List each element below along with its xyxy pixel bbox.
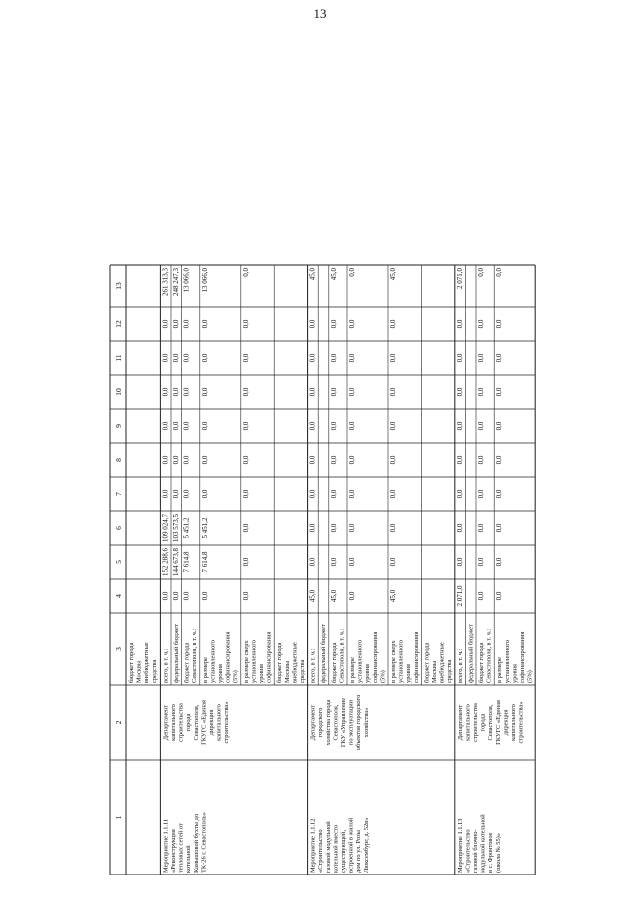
measure-name-line: в с. Фронтовое (487, 832, 495, 873)
value-cell-c6: 0,0 (241, 523, 250, 533)
funding-source-line: Севастополя, в т. ч.: (338, 628, 346, 683)
funding-source-line: в размере (496, 657, 504, 683)
value-cell-c12: 0,0 (455, 319, 464, 329)
funding-source-line: уровня (405, 664, 413, 683)
value-cell-c10: 0,0 (495, 387, 504, 397)
value-cell-c9: 0,0 (172, 421, 180, 431)
funding-source-line: (5%) (232, 670, 240, 683)
funding-source-line: софинансирования (412, 631, 420, 683)
funding-source-line: софинансирования (265, 631, 273, 683)
executor-line: строительства» (517, 701, 525, 744)
funding-source-line: федеральный бюджет (173, 624, 180, 683)
executor-line: строительства» (223, 701, 231, 744)
value-cell-c6: 5 451,2 (182, 517, 191, 539)
column-header-10: 10 (114, 388, 123, 396)
funding-source-line: (5%) (379, 670, 387, 683)
fragment-label-line: бюджет города (128, 642, 135, 683)
value-cell-c13: 248 247,3 (172, 268, 180, 296)
value-cell-c7: 0,0 (389, 489, 397, 499)
funding-source-line: в размере (201, 657, 209, 683)
value-cell-c5: 0,0 (348, 557, 356, 567)
value-cell-c13: 13 066,0 (200, 268, 209, 293)
value-cell-c10: 0,0 (477, 387, 485, 397)
column-header-3: 3 (114, 647, 123, 651)
budget-table (108, 60, 610, 875)
value-cell-c5: 0,0 (329, 557, 338, 567)
funding-source-line: всего, в т. ч.: (162, 648, 170, 683)
value-cell-c5: 0,0 (389, 557, 397, 567)
executor-line: ГКУ «Управление (340, 697, 347, 748)
measure-name-line: котельной (185, 845, 193, 873)
measure-name-line: Мероприятие 1.1.11 (162, 818, 170, 873)
measure-name-line: дом по ул. Розы (355, 830, 363, 873)
value-cell-c6: 109 024,7 (161, 514, 170, 542)
funding-source-line: Севастополя, в т. ч.: (485, 628, 493, 683)
value-cell-c5: 0,0 (241, 557, 250, 567)
executor-line: дирекция (208, 709, 215, 736)
value-cell-c13: 0,0 (348, 268, 356, 277)
funding-source-line: уровня (258, 664, 265, 683)
executor-line: Севастополя, (192, 704, 200, 741)
value-cell-c10: 0,0 (455, 387, 464, 397)
value-cell-c13: 0,0 (241, 268, 250, 277)
value-cell-c5: 152 288,6 (161, 548, 170, 576)
funding-source-line: установленного (503, 639, 511, 683)
value-cell-c5: 7 614,8 (200, 551, 209, 573)
column-header-13: 13 (114, 282, 123, 290)
value-cell-c11: 0,0 (477, 353, 485, 363)
value-cell-c8: 0,0 (308, 455, 317, 465)
value-cell-c8: 0,0 (348, 455, 356, 465)
value-cell-c9: 0,0 (182, 421, 191, 431)
value-cell-c7: 0,0 (172, 489, 180, 499)
value-cell-c10: 0,0 (348, 387, 356, 397)
funding-source-line: бюджет города (183, 642, 191, 683)
value-cell-c10: 0,0 (172, 387, 180, 397)
value-cell-c11: 0,0 (172, 353, 180, 363)
column-header-11: 11 (114, 354, 123, 362)
value-cell-c4: 0,0 (495, 591, 504, 601)
value-cell-c9: 0,0 (495, 421, 504, 431)
executor-line: дирекция (502, 709, 510, 736)
column-header-5: 5 (114, 560, 123, 564)
measure-name-line: Камышовой бухты до (192, 813, 200, 873)
executor-line: капитального (215, 704, 223, 741)
funding-source-line: уровня (217, 664, 224, 683)
value-cell-c9: 0,0 (348, 421, 356, 431)
value-cell-c7: 0,0 (241, 489, 250, 499)
funding-source-line: бюджет города (330, 642, 338, 683)
value-cell-c8: 0,0 (182, 455, 191, 465)
value-cell-c4: 0,0 (182, 591, 191, 601)
executor-line: городского (317, 707, 325, 738)
value-cell-c11: 0,0 (241, 353, 250, 363)
measure-name-line: модульной котельной (479, 814, 487, 873)
executor-line: Департамент (162, 704, 170, 741)
fragment-label-line: внебюджетные (143, 642, 151, 683)
measure-name-line: ТК-26 г. Севастополь» (200, 812, 208, 873)
value-cell-c5: 0,0 (455, 557, 464, 567)
value-cell-c9: 0,0 (308, 421, 317, 431)
executor-line: города (185, 713, 193, 732)
executor-line: ГКУГС «Единая (200, 700, 208, 745)
value-cell-c4: 2 071,0 (455, 585, 464, 607)
value-cell-c12: 0,0 (389, 319, 397, 329)
value-cell-c10: 0,0 (308, 387, 317, 397)
value-cell-c9: 0,0 (477, 421, 485, 431)
funding-source-line: бюджет города (478, 642, 485, 683)
value-cell-c9: 0,0 (161, 421, 170, 431)
funding-source-line: установленного (397, 639, 405, 683)
value-cell-c5: 144 673,8 (172, 548, 180, 576)
value-cell-c9: 0,0 (200, 421, 209, 431)
column-header-4: 4 (114, 594, 123, 598)
column-header-7: 7 (114, 492, 123, 496)
value-cell-c13: 13 066,0 (182, 268, 191, 293)
value-cell-c4: 0,0 (477, 591, 485, 601)
value-cell-c9: 0,0 (329, 421, 338, 431)
value-cell-c4: 0,0 (161, 591, 170, 601)
funding-source-line: всего, в т. ч.: (456, 648, 464, 683)
executor-line: по эксплуатации (347, 699, 355, 746)
value-cell-c5: 7 614,8 (182, 551, 191, 573)
funding-source-line: Севастополя, в т. ч.: (191, 628, 199, 683)
value-cell-c11: 0,0 (329, 353, 338, 363)
funding-source-line: средства (299, 659, 306, 683)
executor-line: ГКУГС «Единая (494, 700, 502, 745)
value-cell-c5: 0,0 (477, 557, 485, 567)
value-cell-c11: 0,0 (161, 353, 170, 363)
value-cell-c8: 0,0 (477, 455, 485, 465)
value-cell-c11: 0,0 (348, 353, 356, 363)
value-cell-c7: 0,0 (495, 489, 504, 499)
value-cell-c13: 0,0 (477, 268, 485, 277)
value-cell-c12: 0,0 (161, 319, 170, 329)
value-cell-c6: 0,0 (455, 523, 464, 533)
value-cell-c9: 0,0 (241, 421, 250, 431)
executor-line: Департамент (456, 704, 464, 741)
table-rotated-frame (108, 60, 610, 875)
executor-line: хозяйства города (324, 699, 332, 746)
funding-source-line: уровня (511, 664, 519, 683)
funding-source-line: софинансирования (371, 631, 379, 683)
value-cell-c8: 0,0 (389, 455, 397, 465)
value-cell-c12: 0,0 (348, 319, 356, 329)
value-cell-c10: 0,0 (161, 387, 170, 397)
value-cell-c11: 0,0 (182, 353, 191, 363)
value-cell-c11: 0,0 (308, 353, 317, 363)
value-cell-c7: 0,0 (308, 489, 317, 499)
value-cell-c7: 0,0 (161, 489, 170, 499)
fragment-label-line: Москвы (135, 660, 143, 683)
value-cell-c11: 0,0 (495, 353, 504, 363)
funding-source-line: Москвы (283, 660, 291, 683)
value-cell-c11: 0,0 (455, 353, 464, 363)
value-cell-c8: 0,0 (200, 455, 209, 465)
measure-name-line: газовой блочно- (472, 829, 479, 873)
value-cell-c4: 45,0 (389, 589, 397, 603)
value-cell-c7: 0,0 (477, 489, 485, 499)
value-cell-c8: 0,0 (172, 455, 180, 465)
value-cell-c10: 0,0 (329, 387, 338, 397)
funding-source-line: в размере сверх (390, 640, 397, 683)
measure-name-line: существующей, (340, 829, 347, 873)
funding-source-line: внебюджетные (438, 642, 446, 683)
funding-source-line: в размере сверх (242, 640, 250, 683)
measure-name-line: котельной вместо (332, 825, 340, 873)
funding-source-line: уровня (364, 664, 372, 683)
value-cell-c13: 45,0 (389, 268, 397, 281)
executor-line: Департамент (309, 704, 317, 741)
value-cell-c6: 0,0 (389, 523, 397, 533)
value-cell-c11: 0,0 (200, 353, 209, 363)
value-cell-c12: 0,0 (172, 319, 180, 329)
measure-name-line: встроенной в жилой (347, 817, 355, 873)
funding-source-line: софинансирования (224, 631, 232, 683)
executor-line: хозяйства» (362, 707, 370, 738)
measure-name-line: газовой модульной (324, 821, 332, 873)
value-cell-c6: 0,0 (308, 523, 317, 533)
executor-line: города (479, 713, 487, 732)
measure-name-line: тепловых сетей от (177, 823, 185, 873)
measure-name-line: «Строительство (464, 829, 472, 873)
measure-name-line: «Строительство (317, 829, 325, 873)
value-cell-c4: 0,0 (200, 591, 209, 601)
executor-line: строительства (472, 703, 479, 742)
value-cell-c6: 103 573,5 (172, 514, 180, 542)
value-cell-c6: 0,0 (495, 523, 504, 533)
column-header-12: 12 (114, 320, 123, 328)
value-cell-c7: 0,0 (182, 489, 191, 499)
value-cell-c12: 0,0 (477, 319, 485, 329)
value-cell-c8: 0,0 (495, 455, 504, 465)
value-cell-c10: 0,0 (389, 387, 397, 397)
value-cell-c12: 0,0 (182, 319, 191, 329)
value-cell-c11: 0,0 (389, 353, 397, 363)
value-cell-c12: 0,0 (329, 319, 338, 329)
funding-source-line: всего, в т. ч.: (309, 648, 317, 683)
value-cell-c7: 0,0 (329, 489, 338, 499)
executor-line: капитального (170, 704, 177, 741)
value-cell-c13: 2 071,0 (455, 268, 464, 289)
value-cell-c10: 0,0 (182, 387, 191, 397)
value-cell-c8: 0,0 (161, 455, 170, 465)
value-cell-c6: 0,0 (477, 523, 485, 533)
measure-name-line: (школа № 55)» (494, 833, 502, 873)
value-cell-c7: 0,0 (200, 489, 209, 499)
value-cell-c6: 0,0 (329, 523, 338, 533)
funding-source-line: федеральный бюджет (320, 624, 328, 683)
column-header-8: 8 (114, 458, 123, 462)
value-cell-c12: 0,0 (241, 319, 250, 329)
value-cell-c13: 0,0 (495, 268, 504, 277)
funding-source-line: федеральный бюджет (467, 624, 475, 683)
rotated-table-scan (108, 60, 610, 875)
value-cell-c12: 0,0 (200, 319, 209, 329)
funding-source-line: (5%) (526, 670, 534, 683)
value-cell-c12: 0,0 (308, 319, 317, 329)
value-cell-c9: 0,0 (455, 421, 464, 431)
executor-line: Севастополя, (332, 704, 340, 741)
value-cell-c7: 0,0 (455, 489, 464, 499)
executor-line: Севастополя, (487, 704, 495, 741)
value-cell-c8: 0,0 (329, 455, 338, 465)
funding-source-line: софинансирования (519, 631, 526, 683)
funding-source-line: внебюджетные (291, 642, 299, 683)
value-cell-c10: 0,0 (200, 387, 209, 397)
measure-name-line: Мероприятие 1.1.12 (309, 818, 317, 873)
value-cell-c10: 0,0 (241, 387, 250, 397)
value-cell-c7: 0,0 (348, 489, 356, 499)
measure-name-line: Люксембург, д. 52в» (362, 817, 370, 873)
executor-line: строительства (177, 703, 185, 742)
executor-line: капитального (464, 704, 472, 741)
value-cell-c8: 0,0 (241, 455, 250, 465)
value-cell-c13: 261 313,3 (161, 268, 170, 296)
column-header-9: 9 (114, 424, 123, 428)
value-cell-c6: 0,0 (348, 523, 356, 533)
executor-line: объектов городского (355, 694, 363, 751)
value-cell-c5: 0,0 (308, 557, 317, 567)
value-cell-c12: 0,0 (495, 319, 504, 329)
funding-source-line: в размере (349, 657, 356, 683)
column-header-1: 1 (114, 815, 123, 820)
column-header-2: 2 (114, 720, 123, 725)
funding-source-line: Москвы (431, 660, 438, 683)
funding-source-line: установленного (209, 639, 217, 683)
value-cell-c4: 45,0 (308, 589, 317, 603)
value-cell-c4: 45,0 (329, 589, 338, 603)
value-cell-c4: 0,0 (241, 591, 250, 601)
column-header-6: 6 (114, 526, 123, 530)
value-cell-c4: 0,0 (172, 591, 180, 601)
value-cell-c6: 5 451,2 (200, 517, 209, 539)
value-cell-c5: 0,0 (495, 557, 504, 567)
funding-source-line: установленного (356, 639, 364, 683)
funding-source-line: бюджет города (276, 642, 284, 683)
value-cell-c13: 45,0 (329, 268, 338, 281)
executor-line: капитального (510, 704, 517, 741)
value-cell-c9: 0,0 (389, 421, 397, 431)
fragment-label-line: средства (150, 659, 158, 683)
funding-source-line: установленного (250, 639, 258, 683)
value-cell-c8: 0,0 (455, 455, 464, 465)
funding-source-line: бюджет города (423, 642, 431, 683)
funding-source-line: средства (446, 659, 454, 683)
measure-name-line: «Реконструкция (170, 829, 177, 873)
page-number: 13 (313, 6, 327, 21)
measure-name-line: Мероприятие 1.1.13 (456, 818, 464, 873)
value-cell-c13: 45,0 (308, 268, 317, 281)
value-cell-c4: 0,0 (348, 591, 356, 601)
